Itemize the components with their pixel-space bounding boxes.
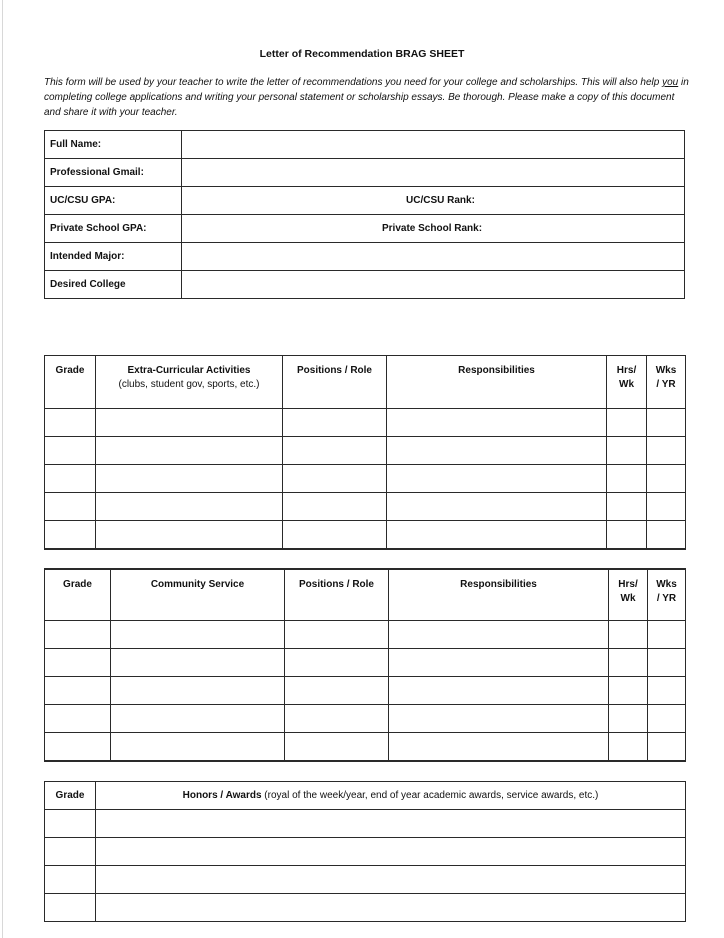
activities-row xyxy=(45,437,686,465)
activities-activity-header xyxy=(96,356,283,409)
full-name-row xyxy=(45,131,685,159)
table-cell[interactable] xyxy=(609,677,648,705)
table-cell[interactable] xyxy=(647,465,686,493)
uc-gpa-label xyxy=(45,187,182,215)
table-cell[interactable] xyxy=(45,733,111,762)
intro-paragraph xyxy=(44,75,689,120)
service-row xyxy=(45,649,686,677)
activities-wks-line1: Wks xyxy=(655,365,677,376)
honors-title-header xyxy=(96,782,686,810)
table-cell[interactable] xyxy=(389,649,609,677)
service-row xyxy=(45,677,686,705)
service-header-row xyxy=(45,569,686,621)
service-hrs-line1: Hrs/ xyxy=(618,579,638,590)
table-cell[interactable] xyxy=(285,705,389,733)
table-cell[interactable] xyxy=(389,677,609,705)
table-cell[interactable] xyxy=(96,894,686,922)
table-cell[interactable] xyxy=(45,677,111,705)
table-cell[interactable] xyxy=(647,493,686,521)
major-label: Intended Major: xyxy=(45,243,182,271)
table-cell[interactable] xyxy=(607,465,647,493)
college-row xyxy=(45,271,685,299)
college-field[interactable] xyxy=(182,271,685,299)
table-cell[interactable] xyxy=(648,733,686,762)
table-cell[interactable] xyxy=(96,493,283,521)
honors-header-row xyxy=(45,782,686,810)
honors-subtitle: (royal of the week/year, end of year academic awards, service awards, etc.) xyxy=(261,789,599,801)
page-edge-divider xyxy=(2,0,3,938)
service-wks-line2: / YR xyxy=(656,593,677,604)
table-cell[interactable] xyxy=(607,521,647,550)
table-cell[interactable] xyxy=(389,733,609,762)
table-cell[interactable] xyxy=(111,677,285,705)
table-cell[interactable] xyxy=(96,810,686,838)
activities-table xyxy=(44,355,686,550)
activities-header-row xyxy=(45,356,686,409)
table-cell[interactable] xyxy=(111,705,285,733)
table-cell[interactable] xyxy=(285,649,389,677)
full-name-label: Full Name: xyxy=(45,131,182,159)
college-label: Desired College xyxy=(45,271,182,299)
uc-gpa-label-text: UC/CSU GPA: xyxy=(50,195,116,206)
honors-row xyxy=(45,838,686,866)
table-cell[interactable] xyxy=(45,621,111,649)
service-position-header: Positions / Role xyxy=(285,569,389,621)
service-row xyxy=(45,705,686,733)
uc-gpa-rank-field[interactable] xyxy=(182,187,685,215)
honors-awards-table xyxy=(44,781,686,922)
table-cell[interactable] xyxy=(45,810,96,838)
table-cell[interactable] xyxy=(647,437,686,465)
service-row xyxy=(45,621,686,649)
table-cell[interactable] xyxy=(387,493,607,521)
table-cell[interactable] xyxy=(283,437,387,465)
table-cell[interactable] xyxy=(607,409,647,437)
activities-row xyxy=(45,521,686,550)
full-name-field[interactable] xyxy=(182,131,685,159)
activities-wks-header xyxy=(647,356,686,409)
gmail-field[interactable] xyxy=(182,159,685,187)
table-cell[interactable] xyxy=(389,621,609,649)
table-cell[interactable] xyxy=(96,521,283,550)
table-cell[interactable] xyxy=(609,649,648,677)
table-cell[interactable] xyxy=(283,493,387,521)
activities-row xyxy=(45,465,686,493)
table-cell[interactable] xyxy=(648,705,686,733)
gmail-label: Professional Gmail: xyxy=(45,159,182,187)
table-cell[interactable] xyxy=(283,409,387,437)
private-gpa-label: Private School GPA: xyxy=(45,215,182,243)
major-row xyxy=(45,243,685,271)
document-title: Letter of Recommendation BRAG SHEET xyxy=(259,48,465,60)
service-wks-header xyxy=(648,569,686,621)
table-cell[interactable] xyxy=(45,649,111,677)
service-row xyxy=(45,733,686,762)
table-cell[interactable] xyxy=(647,521,686,550)
table-cell[interactable] xyxy=(45,838,96,866)
table-cell[interactable] xyxy=(387,521,607,550)
honors-grade-header: Grade xyxy=(45,782,96,810)
community-service-table xyxy=(44,568,686,762)
table-cell[interactable] xyxy=(387,409,607,437)
student-info-table xyxy=(44,130,685,299)
activities-row xyxy=(45,493,686,521)
table-cell[interactable] xyxy=(45,521,96,550)
table-cell[interactable] xyxy=(96,409,283,437)
activities-hrs-line2: Wk xyxy=(619,379,634,390)
table-cell[interactable] xyxy=(609,733,648,762)
uc-rank-label: UC/CSU Rank: xyxy=(406,195,475,206)
table-cell[interactable] xyxy=(96,866,686,894)
activities-row xyxy=(45,409,686,437)
activities-responsibilities-header: Responsibilities xyxy=(387,356,607,409)
table-cell[interactable] xyxy=(609,621,648,649)
activities-grade-header: Grade xyxy=(45,356,96,409)
major-field[interactable] xyxy=(182,243,685,271)
table-cell[interactable] xyxy=(387,465,607,493)
table-cell[interactable] xyxy=(96,838,686,866)
intro-underlined-word: you xyxy=(662,77,679,88)
activities-wks-line2: / YR xyxy=(656,379,676,390)
gmail-row xyxy=(45,159,685,187)
activities-hrs-header xyxy=(607,356,647,409)
table-cell[interactable] xyxy=(285,733,389,762)
intro-text-start: This form will be used by your teacher to write the letter of recommendations you need for your college and scholarships. This will also help xyxy=(44,77,663,88)
service-grade-header: Grade xyxy=(45,569,111,621)
service-hrs-header xyxy=(609,569,648,621)
table-cell[interactable] xyxy=(111,649,285,677)
table-cell[interactable] xyxy=(285,677,389,705)
table-cell[interactable] xyxy=(111,733,285,762)
table-cell[interactable] xyxy=(45,894,96,922)
table-cell[interactable] xyxy=(45,437,96,465)
table-cell[interactable] xyxy=(283,465,387,493)
table-cell[interactable] xyxy=(648,621,686,649)
table-cell[interactable] xyxy=(283,521,387,550)
table-cell[interactable] xyxy=(45,866,96,894)
table-cell[interactable] xyxy=(111,621,285,649)
table-cell[interactable] xyxy=(96,437,283,465)
table-cell[interactable] xyxy=(45,409,96,437)
activities-activity-subtitle: (clubs, student gov, sports, etc.) xyxy=(118,379,260,390)
table-cell[interactable] xyxy=(285,621,389,649)
table-cell[interactable] xyxy=(647,409,686,437)
table-cell[interactable] xyxy=(607,493,647,521)
honors-row xyxy=(45,866,686,894)
table-cell[interactable] xyxy=(389,705,609,733)
intro-text-end: in completing college applications and writing your personal statement or scholarship essays. Be thorough. Please make a copy of this document and share it with your teacher. xyxy=(44,77,689,118)
table-cell[interactable] xyxy=(609,705,648,733)
table-cell[interactable] xyxy=(96,465,283,493)
service-responsibilities-header: Responsibilities xyxy=(389,569,609,621)
service-hrs-line2: Wk xyxy=(620,593,636,604)
service-wks-line1: Wks xyxy=(656,579,677,590)
private-rank-label: Private School Rank: xyxy=(382,223,483,234)
honors-row xyxy=(45,810,686,838)
activities-activity-title: Extra-Curricular Activities xyxy=(127,365,251,376)
table-cell[interactable] xyxy=(387,437,607,465)
activities-hrs-line1: Hrs/ xyxy=(616,365,637,376)
uc-gpa-row xyxy=(45,187,685,215)
honors-title: Honors / Awards xyxy=(182,789,262,801)
table-cell[interactable] xyxy=(45,493,96,521)
table-cell[interactable] xyxy=(648,649,686,677)
table-cell[interactable] xyxy=(45,465,96,493)
service-community-header: Community Service xyxy=(111,569,285,621)
activities-position-header: Positions / Role xyxy=(283,356,387,409)
table-cell[interactable] xyxy=(607,437,647,465)
table-cell[interactable] xyxy=(648,677,686,705)
table-cell[interactable] xyxy=(45,705,111,733)
private-gpa-rank-field[interactable] xyxy=(182,215,685,243)
private-gpa-row xyxy=(45,215,685,243)
honors-row xyxy=(45,894,686,922)
